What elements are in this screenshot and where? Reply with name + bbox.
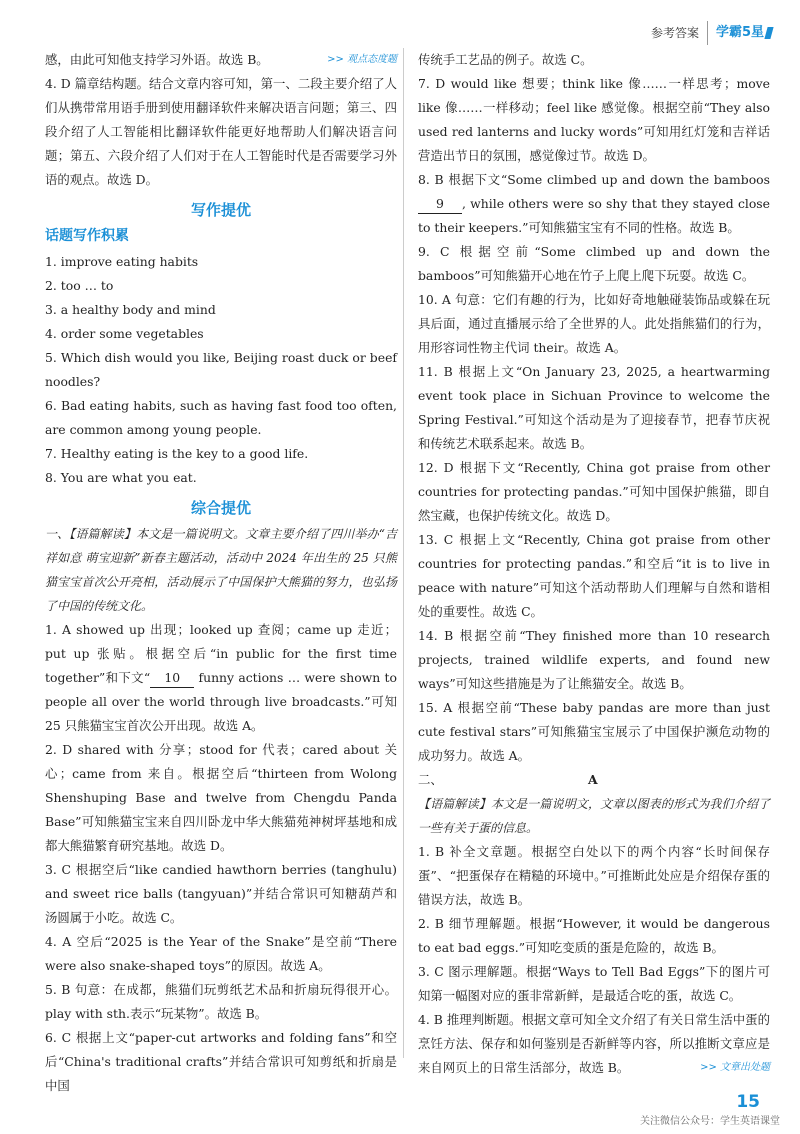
answer-8 [418,168,770,240]
para: , while others were so shy that they stayed close to their keepers.”可知熊猫宝宝有不同的性格。故选 B。 [418,196,770,235]
answer-13: 13. C 根据上文“Recently, China got praise from other countries for protecting pandas.”和空后“it is to live in peace with nature”可知这个活动帮助人们理解与自然和谐相处的重要性。故选 C。 [418,532,770,619]
passage-label: A [587,772,598,787]
question-type-tag: >> 观点态度题 [327,54,397,65]
answer-11: 11. B 根据上文“On January 23, 2025, a heartwarming event took place in Sichuan Province to welcome the Spring Festival.”可知这个活动是为了迎接春节，把春节庆祝和传统艺术联系起来。故选 B。 [418,364,770,451]
writing-item: 8. You are what you eat. [45,470,197,485]
answer-2: 2. D shared with 分享；stood for 代表；cared about 关心；came from 来自。根据空后“thirteen from Wolong Shenshuping Base and twelve from Chengdu Panda Base”可知熊猫宝宝来自四川卧龙中华大熊猫苑神树坪基地和成都大熊猫繁育研究基地。故选 D。 [45,742,397,853]
answer-7: 7. D would like 想要；think like 像……一样思考；move like 像……一样移动；feel like 感觉像。根据空前“They also used red lanterns and lucky words”可知用红灯笼和吉祥话营造出节日的氛围，感觉像过节。故选 D。 [418,76,770,163]
answer-15: 15. A 根据空前“These baby pandas are more than just cute festival stars”可知熊猫宝宝展示了中国保护濒危动物的成功努力。故选 A。 [418,700,770,763]
answer-4: 4. D 篇章结构题。结合文章内容可知，第一、二段主要介绍了人们从携带常用语手册到使用翻译软件来解决语言问题；第三、四段介绍了人工智能相比翻译软件能更好地帮助人们解决语言问题；第五、六段介绍了人们对于在人工智能时代是否需要学习外语的观点。故选 D。 [45,76,397,187]
brand-logo-icon [764,27,773,39]
section-title-comprehensive: 综合提优 [190,499,251,517]
header-brand: 学霸5星 [715,25,764,40]
blank-number: 10 [150,669,194,688]
answer-1 [45,618,397,738]
writing-item: 7. Healthy eating is the key to a good life. [45,446,309,461]
writing-item: 2. too … to [45,278,114,293]
right-column [418,48,770,1080]
page-header [651,22,772,44]
answer-5: 5. B 句意：在成都，熊猫们玩剪纸艺术品和折扇玩得很开心。play with sth.表示“玩某物”。故选 B。 [45,982,397,1021]
answer-3: 3. C 根据空后“like candied hawthorn berries (tanghulu) and sweet rice balls (tangyuan)”并结合常识可知糖葫芦和汤圆属于小吃。故选 C。 [45,862,397,925]
answer-b1: 1. B 补全文章题。根据空白处以下的两个内容“长时间保存蛋”、“把蛋保存在精糙的环境中。”可推断此处应是介绍保存蛋的错误方法，故选 B。 [418,844,770,907]
footer-note: 关注微信公众号：学生英语课堂 [640,1116,780,1127]
answer-text [45,48,397,72]
writing-item: 4. order some vegetables [45,326,204,341]
para: 1. A showed up 出现；looked up 查阅；came up 走近；put up 张贴。根据空后“in public for the first time together”和下文“ [45,622,397,685]
writing-item: 6. Bad eating habits, such as having fast food too often, are common among young people. [45,398,397,437]
answer-4b: 4. A 空后“2025 is the Year of the Snake”是空前“There were also snake-shaped toys”的原因。故选 A。 [45,934,397,973]
question-type-tag: >> 文章出处题 [700,1062,770,1073]
subsection-title: 话题写作积累 [45,228,129,244]
section-title-writing: 写作提优 [190,201,251,219]
answer-14: 14. B 根据空前“They finished more than 10 research projects, trained wildlife experts, and found new ways”可知这些措施是为了让熊猫安全。故选 B。 [418,628,770,691]
column-divider [403,48,404,1058]
answer-9: 9. C 根据空前“Some climbed up and down the bamboos”可知熊猫开心地在竹子上爬上爬下玩耍。故选 C。 [418,244,770,283]
page-number: 15 [736,1092,760,1112]
answer-6-cont: 传统手工艺品的例子。故选 C。 [418,52,593,67]
passage-intro-2: 【语篇解读】本文是一篇说明文，文章以图表的形式为我们介绍了一些有关于蛋的信息。 [418,797,770,835]
answer-b4 [418,1008,770,1080]
blank-number: 9 [418,195,462,214]
answer-12: 12. D 根据下文“Recently, China got praise from other countries for protecting pandas.”可知中国保护熊猫，即自然宝藏，也保护传统文化。故选 D。 [418,460,770,523]
writing-item: 3. a healthy body and mind [45,302,216,317]
writing-item: 5. Which dish would you like, Beijing roast duck or beef noodles? [45,350,397,389]
passage-intro: 一、【语篇解读】本文是一篇说明文。文章主要介绍了四川举办“吉祥如意 萌宝迎新”新春主题活动，活动中 2024 年出生的 25 只熊猫宝宝首次公开亮相，活动展示了中国保护大熊猫的努力，也弘扬了中国的传统文化。 [45,527,397,613]
left-column [45,48,397,1098]
header-ref: 参考答案 [651,21,708,45]
answer-6: 6. C 根据上文“paper-cut artworks and folding fans”和空后“China's traditional crafts”并结合常识可知剪纸和折扇是中国 [45,1030,397,1093]
para: funny actions … were shown to people all over the world through live broadcasts.”可知 25 只熊猫宝宝首次公开出现。故选 A。 [45,670,397,733]
part-label: 二、 [418,772,443,787]
para: 4. B 推理判断题。根据文章可知全文介绍了有关日常生活中蛋的烹饪方法、保存和如何鉴别是否新鲜等内容，所以推断文章应是来自网页上的日常生活部分，故选 B。 [418,1012,770,1075]
para: 感，由此可知他支持学习外语。故选 B。 [45,52,269,67]
writing-item: 1. improve eating habits [45,254,199,269]
answer-b2: 2. B 细节理解题。根据“However, it would be dangerous to eat bad eggs.”可知吃变质的蛋是危险的，故选 B。 [418,916,770,955]
answer-b3: 3. C 图示理解题。根据“Ways to Tell Bad Eggs”下的图片可知第一幅图对应的蛋非常新鲜，是最适合吃的蛋，故选 C。 [418,964,770,1003]
part-two-heading [418,768,770,792]
para: 8. B 根据下文“Some climbed up and down the bamboos [418,172,770,187]
answer-10: 10. A 句意：它们有趣的行为，比如好奇地触碰装饰品或躲在玩具后面，通过直播展示给了全世界的人。此处指熊猫们的行为，用形容词性物主代词 their。故选 A。 [418,292,770,355]
